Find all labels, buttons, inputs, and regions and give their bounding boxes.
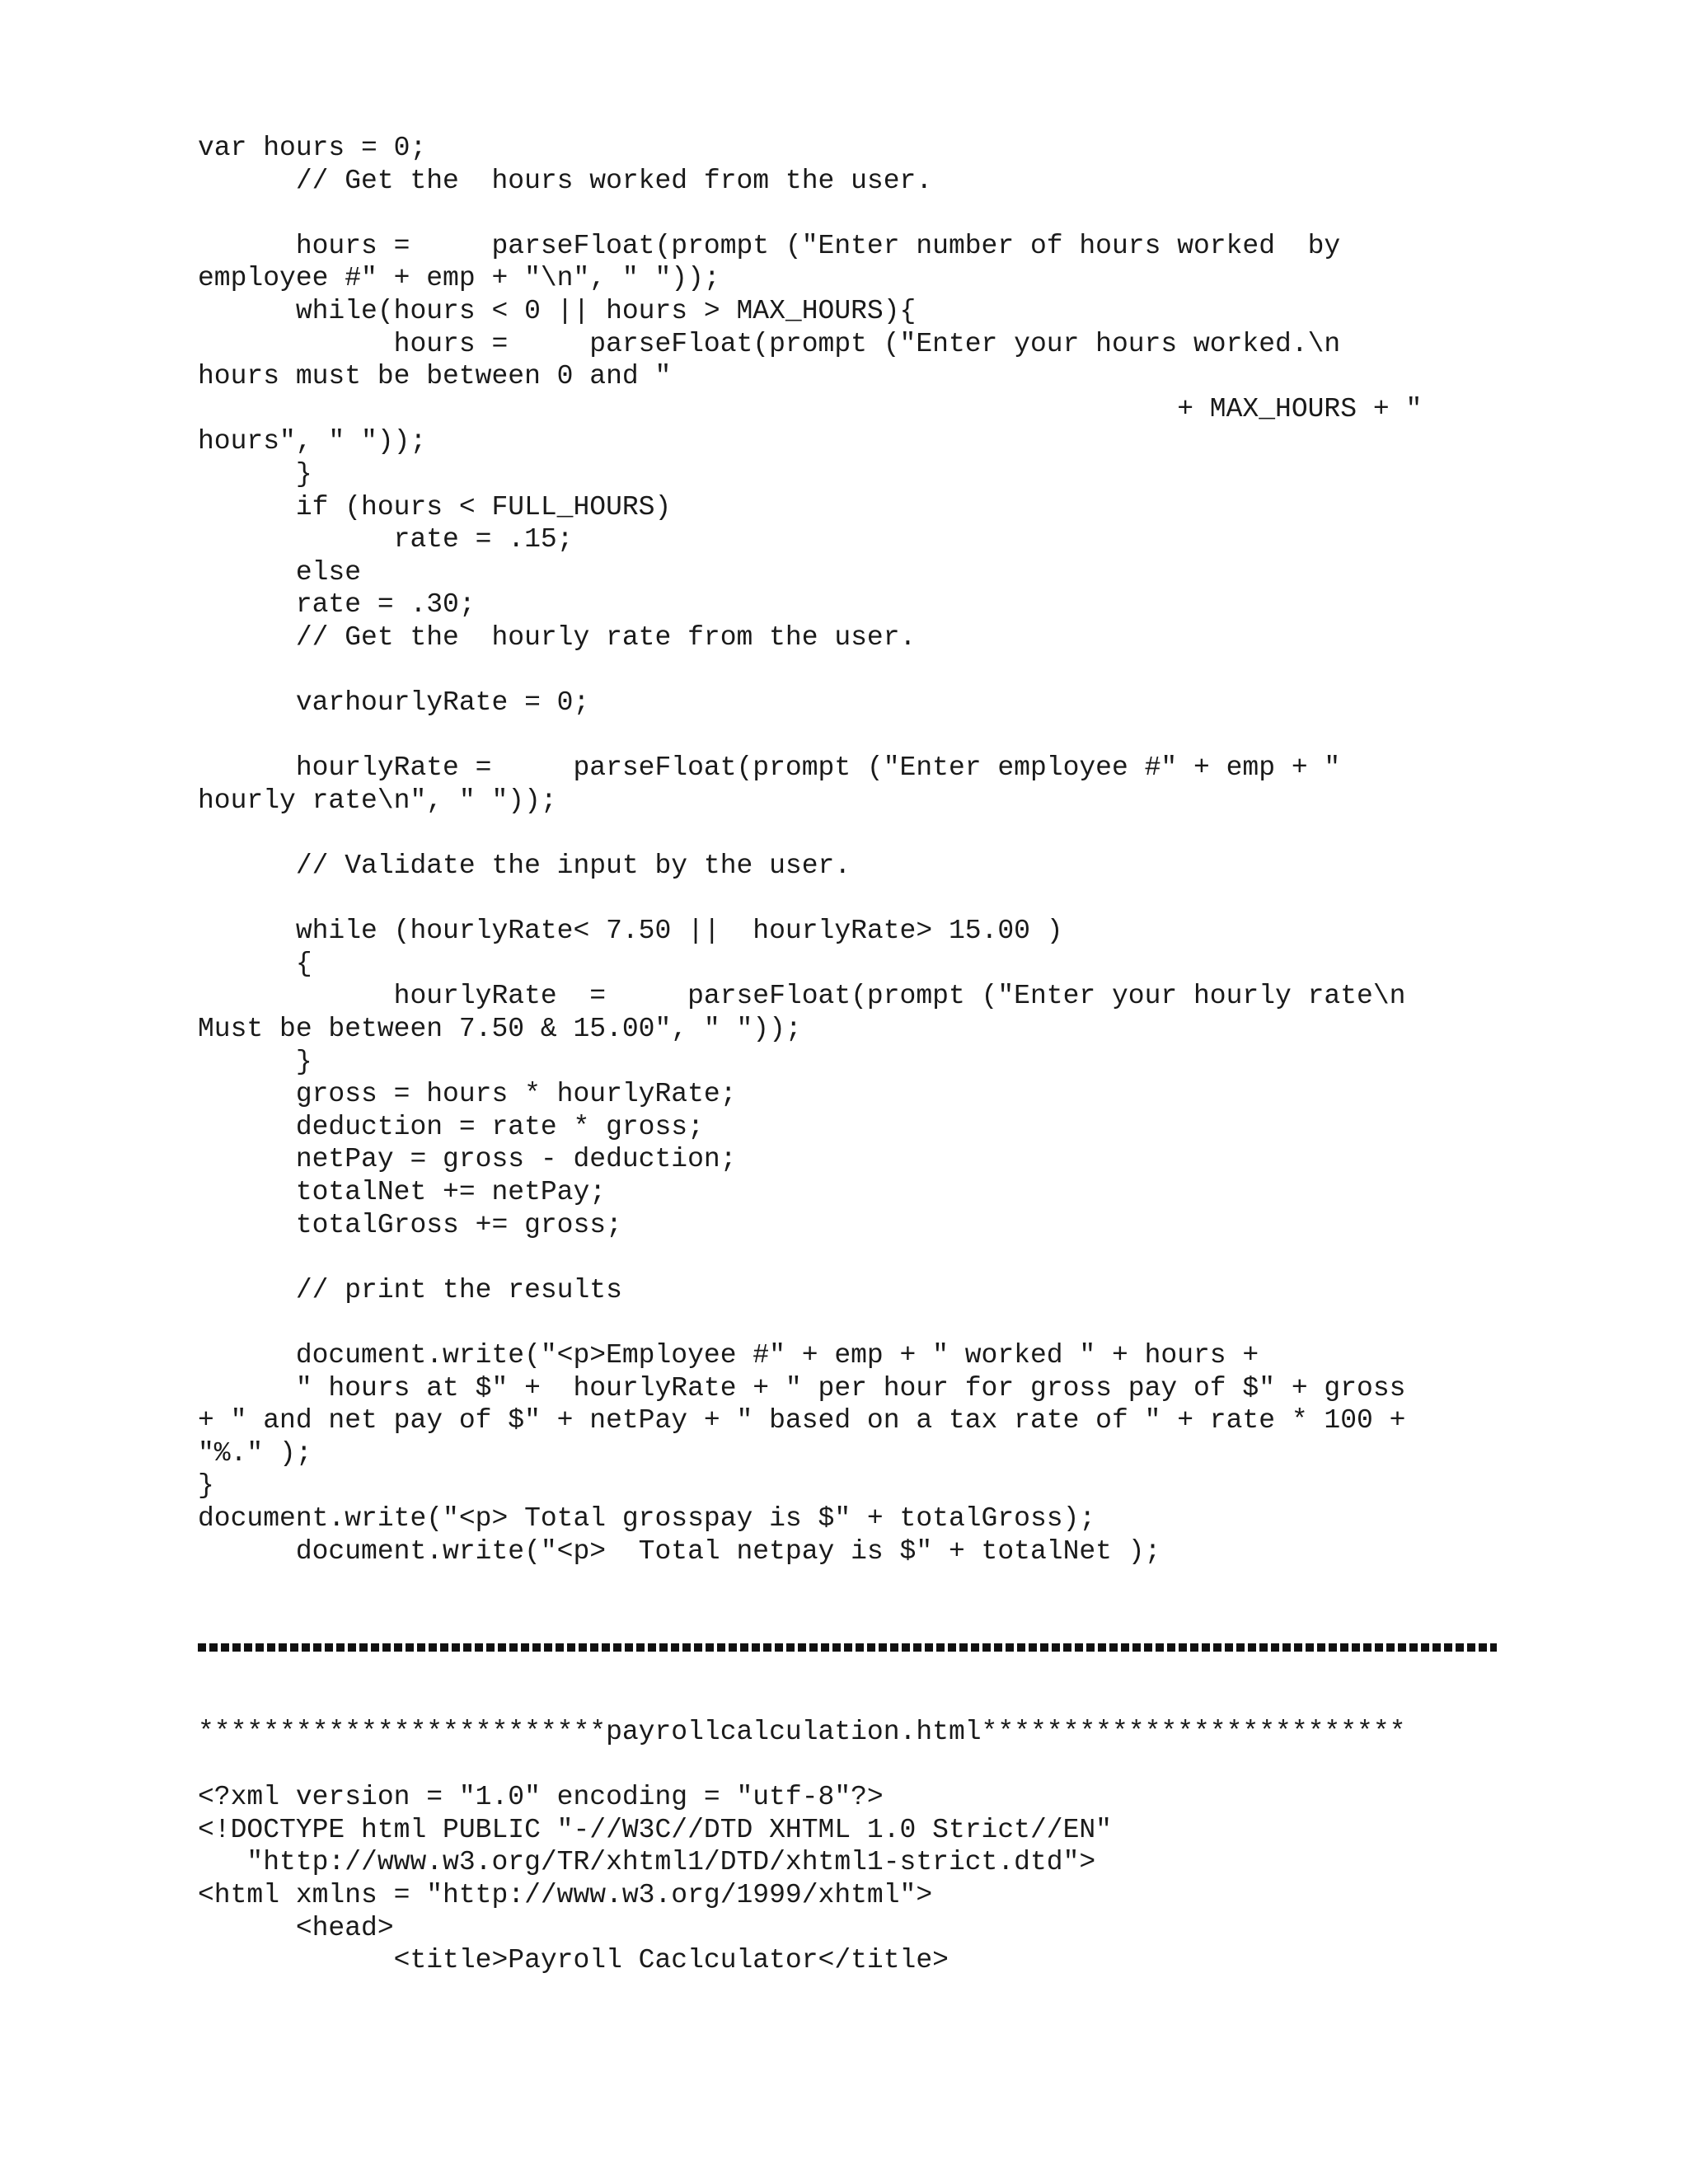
code-line [198,1241,1422,1274]
code-line: hours must be between 0 and " [198,361,672,392]
code-listing-html [198,1716,1405,1977]
code-line: while (hourlyRate< 7.50 || hourlyRate> 15.00 ) [198,916,1063,947]
code-line: else [198,556,362,588]
code-line [198,1306,1422,1339]
code-line: document.write("<p>Employee #" + emp + " worked " + hours + [198,1339,1259,1371]
code-line: while(hours < 0 || hours > MAX_HOURS){ [198,295,917,326]
code-line [198,654,1422,687]
code-line: deduction = rate * gross; [198,1111,704,1142]
code-line [198,817,1422,850]
code-line: if (hours < FULL_HOURS) [198,491,672,523]
code-line: totalNet += netPay; [198,1177,607,1207]
code-line: } [198,1470,214,1502]
code-line: var hours = 0; [198,133,427,163]
code-line: rate = .15; [198,524,574,555]
code-line: employee #" + emp + "\n", " ")); [198,263,720,294]
code-line [198,719,1422,752]
code-line [198,1749,1405,1782]
code-line: <html xmlns = "http://www.w3.org/1999/xhtml"> [198,1879,933,1910]
code-line [198,883,1422,916]
code-line: // print the results [198,1274,622,1305]
code-line: Must be between 7.50 & 15.00", " ")); [198,1014,802,1045]
code-line: <!DOCTYPE html PUBLIC "-//W3C//DTD XHTML 1.0 Strict//EN" [198,1814,1112,1845]
code-line: varhourlyRate = 0; [198,687,590,719]
code-line: } [198,1046,312,1077]
code-line: hourlyRate = parseFloat(prompt ("Enter employee #" + emp + " [198,752,1341,784]
code-line: *************************payrollcalculation.html************************** [198,1717,1406,1747]
code-line: // Get the hourly rate from the user. [198,621,917,653]
code-line: <?xml version = "1.0" encoding = "utf-8"?> [198,1782,884,1813]
code-line [198,197,1422,230]
code-line: rate = .30; [198,589,476,621]
code-line: } [198,458,312,490]
code-line: // Get the hours worked from the user. [198,165,933,196]
code-line: <head> [198,1912,394,1943]
code-line: hours", " ")); [198,426,427,457]
code-line: totalGross += gross; [198,1209,622,1240]
code-line: "http://www.w3.org/TR/xhtml1/DTD/xhtml1-strict.dtd"> [198,1847,1096,1878]
code-listing-script [198,132,1422,1568]
code-line: <title>Payroll Caclculator</title> [198,1945,949,1976]
code-line: hours = parseFloat(prompt ("Enter your hours worked.\n [198,328,1341,359]
code-line: hourlyRate = parseFloat(prompt ("Enter your hourly rate\n [198,981,1406,1012]
code-line: "%." ); [198,1437,312,1469]
code-line: document.write("<p> Total grosspay is $" + totalGross); [198,1502,1096,1534]
code-line: gross = hours * hourlyRate; [198,1079,737,1110]
code-line: + " and net pay of $" + netPay + " based on a tax rate of " + rate * 100 + [198,1405,1406,1436]
code-line: // Validate the input by the user. [198,851,851,882]
code-line: netPay = gross - deduction; [198,1144,737,1175]
code-line: " hours at $" + hourlyRate + " per hour for gross pay of $" + gross [198,1372,1406,1404]
code-line: { [198,948,312,979]
code-line: hours = parseFloat(prompt ("Enter number of hours worked by [198,230,1341,261]
code-line: hourly rate\n", " ")); [198,785,557,816]
code-line: + MAX_HOURS + " [198,393,1423,424]
section-separator-line [198,1643,1497,1652]
code-line: document.write("<p> Total netpay is $" + totalNet ); [198,1535,1161,1567]
